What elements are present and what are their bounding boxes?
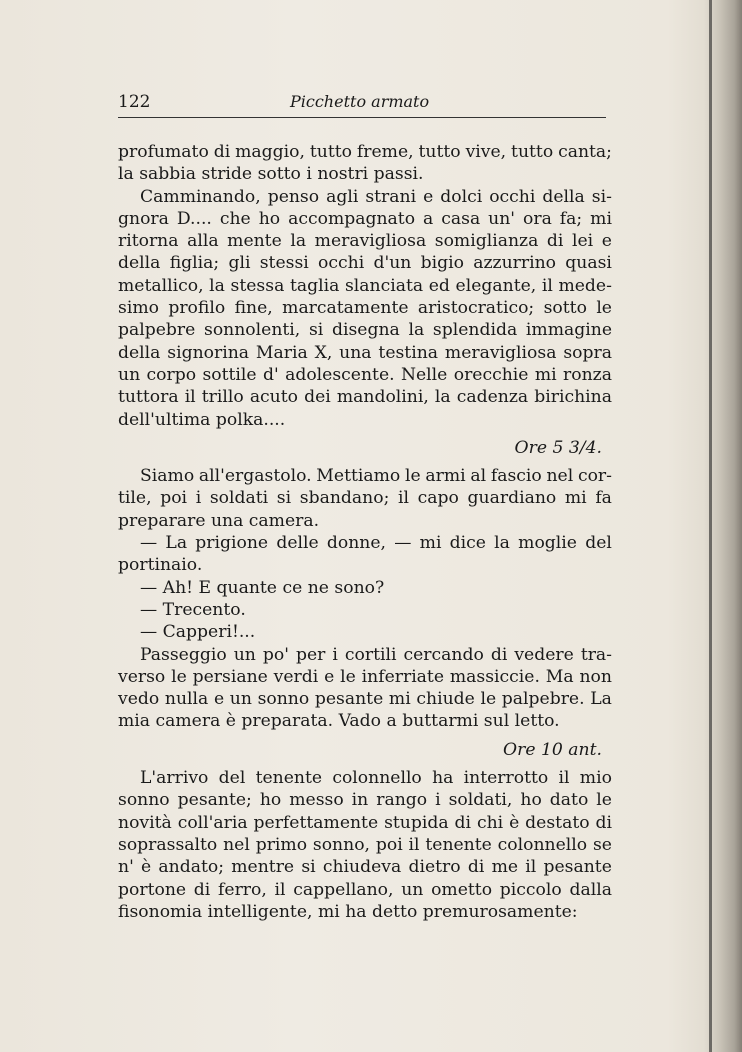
text-line: portinaio. bbox=[118, 555, 203, 576]
body-text bbox=[118, 141, 612, 923]
text-line: fisonomia intelligente, mi ha detto premurosamente: bbox=[118, 901, 578, 922]
text-line: verso le persiane verdi e le inferriate massiccie. Ma non bbox=[118, 666, 612, 687]
text-line: vedo nulla e un sonno pesante mi chiude le palpebre. La bbox=[118, 689, 612, 710]
text-line: preparare una camera. bbox=[118, 510, 320, 531]
time-heading: Ore 10 ant. bbox=[503, 739, 602, 760]
text-line: soprassalto nel primo sonno, poi il tenente colonnello se bbox=[118, 834, 612, 855]
text-line: dell'ultima polka.... bbox=[118, 409, 286, 430]
text-line: un corpo sottile d' adolescente. Nelle orecchie mi ronza bbox=[118, 364, 612, 385]
text-line: sonno pesante; ho messo in rango i soldati, ho dato le bbox=[118, 790, 612, 811]
binding-edge bbox=[709, 0, 712, 1052]
running-title: Picchetto armato bbox=[290, 92, 430, 111]
text-line: profumato di maggio, tutto freme, tutto vive, tutto canta; bbox=[118, 142, 612, 162]
text-line: palpebre sonnolenti, si disegna la splendida immagine bbox=[118, 320, 612, 341]
text-line: — Trecento. bbox=[140, 599, 246, 620]
text-line: novità coll'aria perfettamente stupida di chi è destato di bbox=[118, 812, 612, 833]
text-line: — Ah! E quante ce ne sono? bbox=[140, 577, 385, 598]
header-rule bbox=[118, 117, 606, 118]
text-line: della signorina Maria X, una testina meravigliosa sopra bbox=[118, 342, 612, 363]
text-line: gnora D.... che ho accompagnato a casa un' ora fa; mi bbox=[118, 208, 612, 229]
text-line: portone di ferro, il cappellano, un ometto piccolo dalla bbox=[118, 879, 612, 900]
text-line: simo profilo fine, marcatamente aristocratico; sotto le bbox=[118, 298, 612, 319]
page-header bbox=[118, 92, 606, 116]
text-line: — La prigione delle donne, — mi dice la moglie del bbox=[140, 533, 612, 554]
text-line: Camminando, penso agli strani e dolci occhi della si- bbox=[140, 186, 612, 207]
text-line: metallico, la stessa taglia slanciata ed elegante, il mede- bbox=[118, 275, 612, 296]
text-line: Siamo all'ergastolo. Mettiamo le armi al fascio nel cor- bbox=[140, 466, 612, 487]
text-line: la sabbia stride sotto i nostri passi. bbox=[118, 164, 424, 185]
text-line: ritorna alla mente la meravigliosa somiglianza di lei e bbox=[118, 231, 612, 252]
text-line: n' è andato; mentre si chiudeva dietro di me il pesante bbox=[118, 857, 612, 878]
text-line: mia camera è preparata. Vado a buttarmi sul letto. bbox=[118, 711, 560, 732]
text-line: della figlia; gli stessi occhi d'un bigio azzurrino quasi bbox=[118, 253, 612, 274]
text-line: Passeggio un po' per i cortili cercando di vedere tra- bbox=[140, 644, 612, 665]
text-line: L'arrivo del tenente colonnello ha interrotto il mio bbox=[140, 768, 612, 789]
text-line: tile, poi i soldati si sbandano; il capo guardiano mi fa bbox=[118, 488, 612, 509]
time-heading: Ore 5 3/4. bbox=[514, 437, 602, 458]
page-number: 122 bbox=[118, 92, 151, 112]
text-line: tuttora il trillo acuto dei mandolini, la cadenza birichina bbox=[118, 387, 612, 408]
text-line: — Capperi!... bbox=[140, 622, 256, 643]
